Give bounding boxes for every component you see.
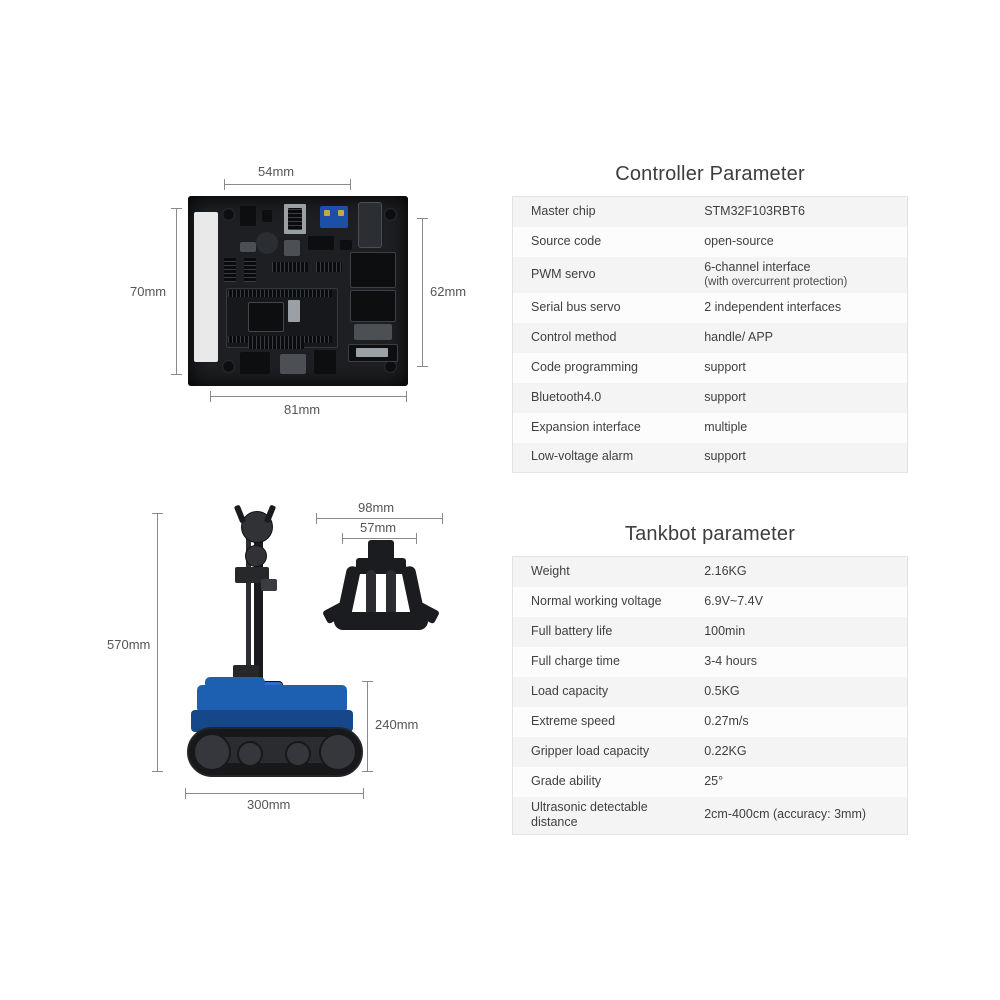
pcb-component (308, 236, 334, 250)
row-key: Full charge time (531, 653, 620, 668)
pcb-chip (248, 302, 284, 332)
row-value: support (704, 389, 746, 404)
row-key: Bluetooth4.0 (531, 389, 602, 404)
row-value: STM32F103RBT6 (704, 203, 805, 218)
row-key: Extreme speed (531, 713, 616, 728)
row-value: 3-4 hours (704, 653, 757, 668)
dim-line-gripper-width (316, 518, 442, 519)
dim-tick (342, 533, 343, 544)
pcb-body (188, 196, 408, 386)
tankbot-parameter-table (512, 556, 908, 835)
board-dim-top: 54mm (258, 164, 295, 179)
dim-line-bottom (210, 396, 406, 397)
dim-line-right (422, 218, 423, 366)
row-value: 100min (704, 623, 746, 638)
robot-wheel (237, 741, 263, 767)
row-value: 6-channel interface (704, 259, 811, 274)
pcb-component (324, 210, 330, 216)
row-key: Load capacity (531, 683, 609, 698)
dim-tick (363, 788, 364, 799)
table-row (513, 587, 908, 617)
pcb-component (240, 206, 256, 226)
row-value: multiple (704, 419, 748, 434)
row-value: 25° (704, 773, 724, 788)
row-key: Low-voltage alarm (531, 449, 634, 464)
board-dim-left: 70mm (130, 284, 167, 299)
row-value: 0.5KG (704, 683, 740, 698)
table-row (513, 617, 908, 647)
dim-tick (350, 179, 351, 190)
table-row (513, 767, 908, 797)
table-row (513, 227, 908, 257)
dim-tick (224, 179, 225, 190)
pcb-component (240, 352, 270, 374)
row-key: Grade ability (531, 773, 602, 788)
table-row (513, 557, 908, 587)
table-row (513, 707, 908, 737)
controller-parameter-table (512, 196, 908, 473)
row-value: 2 independent interfaces (704, 299, 842, 314)
mount-hole (222, 208, 235, 221)
dim-tick (417, 218, 428, 219)
pcb-usb-shield (356, 348, 388, 357)
table-row (513, 677, 908, 707)
pcb-component (240, 242, 256, 252)
mount-hole (384, 208, 397, 221)
table-row (513, 797, 908, 835)
dim-tick (442, 513, 443, 524)
gripper-dim-inner: 57mm (360, 520, 397, 535)
robot-arm-joint (245, 545, 267, 567)
pcb-module (350, 252, 396, 288)
pcb-buzzer (256, 232, 278, 254)
dim-tick (316, 513, 317, 524)
table-row (513, 293, 908, 323)
tankbot-parameter-block (512, 523, 908, 835)
row-key: Source code (531, 233, 602, 248)
dim-line-top (224, 184, 350, 185)
row-value: 2.16KG (704, 563, 747, 578)
pcb-header (316, 262, 342, 272)
robot-gripper-finger (264, 505, 276, 524)
dim-tick (417, 366, 428, 367)
gripper-image (312, 500, 452, 658)
pcb-component (314, 350, 336, 374)
gripper-inner-right (386, 570, 396, 616)
pcb-header (288, 208, 302, 230)
table-row (513, 443, 908, 473)
row-key: Master chip (531, 203, 596, 218)
row-value: 0.27m/s (704, 713, 749, 728)
dim-tick (210, 391, 211, 402)
dim-tick (152, 771, 163, 772)
pcb-header (224, 258, 236, 282)
pcb-component (280, 354, 306, 374)
row-key: Ultrasonic detectable distance (531, 799, 648, 830)
pcb-component (262, 210, 272, 222)
table-row (513, 353, 908, 383)
row-key: PWM servo (531, 266, 596, 281)
table-row (513, 197, 908, 227)
row-value: 0.22KG (704, 743, 747, 758)
row-value: support (704, 359, 746, 374)
row-value-multiline (694, 257, 907, 293)
robot-dim-height: 570mm (107, 637, 151, 652)
robot-gripper-finger (234, 505, 246, 524)
pcb-header (248, 342, 304, 349)
row-key: Full battery life (531, 623, 613, 638)
dim-tick (406, 391, 407, 402)
robot-wheel (319, 733, 357, 771)
table-row (513, 323, 908, 353)
robot-chassis-plate (205, 677, 265, 689)
board-dim-bottom: 81mm (284, 402, 321, 417)
robot-dim-length: 300mm (247, 797, 291, 812)
row-value: support (704, 449, 746, 464)
pcb-capacitor (358, 202, 382, 248)
gripper-servo (356, 558, 406, 574)
table-row (513, 413, 908, 443)
row-value: 2cm-400cm (accuracy: 3mm) (704, 807, 867, 822)
row-value-note: (with overcurrent protection) (704, 276, 848, 289)
gripper-dim-width: 98mm (358, 500, 395, 515)
table-row (513, 257, 908, 293)
table-row (513, 737, 908, 767)
dim-tick (362, 771, 373, 772)
pcb-header (228, 290, 332, 297)
dim-line-left (176, 208, 177, 374)
pcb-module (350, 290, 396, 322)
controller-parameter-title: Controller Parameter (615, 163, 805, 185)
table-row (513, 383, 908, 413)
gripper-base (334, 612, 428, 630)
row-value: open-source (704, 233, 774, 248)
controller-board-image (130, 164, 467, 417)
gripper-inner-left (366, 570, 376, 616)
row-key: Gripper load capacity (531, 743, 650, 758)
board-dim-right: 62mm (430, 284, 467, 299)
dim-tick (152, 513, 163, 514)
robot-chassis-top (197, 685, 347, 713)
row-key: Expansion interface (531, 419, 641, 434)
dim-line-robot-length (185, 793, 363, 794)
dim-tick (185, 788, 186, 799)
robot-wheel (193, 733, 231, 771)
robot-arm-servo (261, 579, 277, 591)
pcb-component (338, 210, 344, 216)
mount-hole (222, 360, 235, 373)
row-key: Code programming (531, 359, 638, 374)
pcb-component (340, 240, 352, 250)
row-key: Serial bus servo (531, 299, 621, 314)
row-key: Weight (531, 563, 570, 578)
tankbot-parameter-title: Tankbot parameter (624, 523, 796, 545)
controller-parameter-block (512, 163, 908, 473)
pcb-component (354, 324, 392, 340)
dim-line-gripper-inner (342, 538, 416, 539)
dim-tick (416, 533, 417, 544)
row-value: 6.9V~7.4V (704, 593, 763, 608)
pcb-component (288, 300, 300, 322)
dim-line-robot-height (157, 513, 158, 771)
pcb-component (284, 240, 300, 256)
row-key: Normal working voltage (531, 593, 662, 608)
pcb-white-connector (194, 212, 218, 362)
dim-tick (171, 374, 182, 375)
pcb-header (244, 258, 256, 282)
dim-line-robot-body-height (367, 681, 368, 771)
row-value: handle/ APP (704, 329, 773, 344)
dim-tick (362, 681, 373, 682)
dim-tick (171, 208, 182, 209)
robot-dim-body-height: 240mm (375, 717, 419, 732)
robot-wheel (285, 741, 311, 767)
pcb-header (272, 262, 308, 272)
row-key: Control method (531, 329, 617, 344)
table-row (513, 647, 908, 677)
